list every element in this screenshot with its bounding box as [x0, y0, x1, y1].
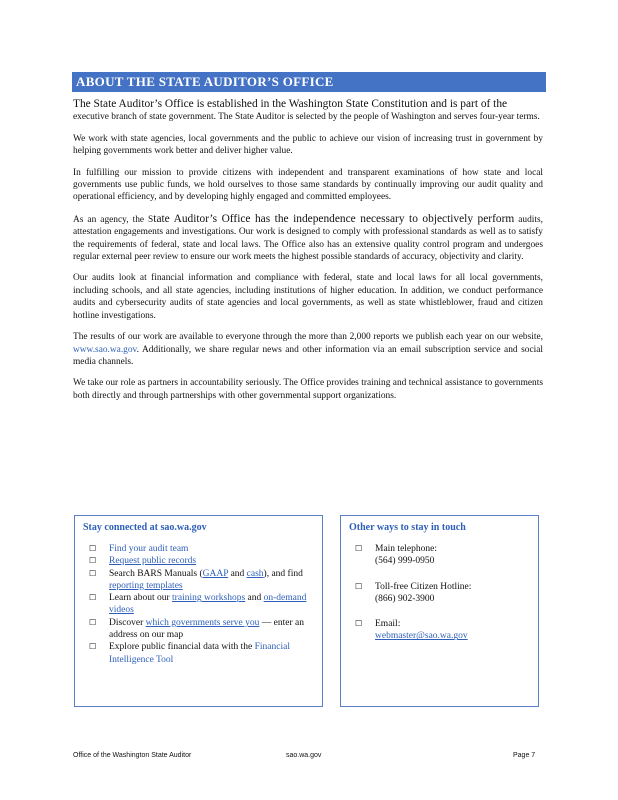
list-item — [89, 568, 316, 593]
checkbox-bullet-icon: ☐ — [89, 568, 97, 578]
item-text: Search BARS Manuals ( — [109, 568, 203, 579]
on-demand-videos-link[interactable]: on-demand videos — [109, 593, 307, 616]
contact-list — [341, 543, 538, 643]
contact-label: Main telephone: — [375, 544, 437, 554]
checkbox-bullet-icon: ☐ — [355, 581, 363, 591]
checkbox-bullet-icon: ☐ — [89, 593, 97, 603]
box-title: Stay connected at sao.wa.gov — [83, 522, 207, 533]
paragraph — [73, 213, 543, 264]
contact-item — [355, 543, 532, 568]
contact-label: Toll-free Citizen Hotline: — [375, 581, 472, 592]
checkbox-bullet-icon: ☐ — [355, 619, 363, 629]
financial-intelligence-tool-link[interactable]: Financial Intelligence Tool — [109, 642, 290, 665]
public-records-link[interactable]: Request public records — [109, 556, 197, 567]
checkbox-bullet-icon: ☐ — [89, 642, 97, 652]
paragraph-text: As an agency, the S — [73, 214, 154, 225]
list-item — [89, 617, 316, 642]
checkbox-bullet-icon: ☐ — [89, 544, 97, 553]
paragraph — [73, 98, 543, 124]
paragraph — [73, 331, 543, 368]
paragraph-text: The results of our work are available to everyone through the more than 2,000 reports we publish each year on our website, — [73, 332, 543, 343]
paragraph: In fulfilling our mission to provide citizens with independent and transparent examinations of how state and local governments use public funds, we hold ourselves to those same standards by continually improving our audit quality and operational efficiency, and by developing highly engaged and committed employees. — [73, 167, 543, 203]
paragraph: We work with state agencies, local governments and the public to achieve our vision of increasing trust in government by helping governments work better and deliver higher value. — [73, 133, 543, 157]
reporting-templates-link[interactable]: reporting templates — [109, 580, 183, 591]
item-text: — enter an address on our map — [109, 617, 304, 641]
list-item — [89, 641, 316, 666]
section-header: ABOUT THE STATE AUDITOR’S OFFICE — [72, 72, 546, 92]
item-text: and — [228, 568, 247, 579]
paragraph: We take our role as partners in accountability seriously. The Office provides training and technical assistance to governments both directly and through partnerships with other governmental support organizations. — [73, 378, 543, 401]
contact-value: (866) 902-3900 — [375, 593, 435, 604]
email-link[interactable]: webmaster@sao.wa.gov — [375, 631, 468, 642]
checkbox-bullet-icon: ☐ — [89, 556, 97, 566]
checkbox-bullet-icon: ☐ — [355, 544, 363, 553]
stay-connected-box — [74, 515, 323, 707]
link-list — [75, 543, 322, 666]
which-governments-link[interactable]: which governments serve you — [145, 617, 260, 628]
item-text: ), and find — [263, 568, 303, 579]
contact-item — [355, 618, 532, 643]
body-text — [73, 98, 543, 411]
contact-item — [355, 581, 532, 606]
paragraph-text: audits, attestation engagements and investigations. Our work is designed to comply with professional standards as well as to satisfy the requirements of federal, state and local laws. The Office also has an extensive quality control program and undergoes regular external peer review to ensure our work meets the highest possible standards of accuracy, objectivity and clarity. — [73, 214, 544, 263]
item-text: Discover — [109, 617, 146, 628]
box-title: Other ways to stay in touch — [349, 522, 466, 533]
checkbox-bullet-icon: ☐ — [89, 617, 97, 627]
item-text: and — [245, 593, 264, 604]
lead-text: tate Auditor’s Office has the independence necessary to objectively perform — [153, 212, 515, 225]
cash-link[interactable]: cash — [246, 568, 264, 579]
item-text: Learn about our — [109, 593, 173, 604]
contact-label: Email: — [375, 619, 401, 630]
footer-site: sao.wa.gov — [286, 752, 322, 759]
item-text: Explore public financial data with the — [109, 642, 255, 653]
list-item — [89, 555, 316, 567]
paragraph: Our audits look at financial information and compliance with federal, state and local laws for all local governments, including schools, and all state agencies, including institutions of higher education. In addition, we conduct performance audits and cybersecurity audits of state agencies and local governments, as well as state whistleblower, fraud and citizen hotline investigations. — [73, 273, 543, 321]
contact-box — [340, 515, 539, 707]
gaap-link[interactable]: GAAP — [202, 568, 229, 579]
website-link[interactable]: www.sao.wa.gov — [73, 344, 137, 355]
contact-value: (564) 999-0950 — [375, 556, 435, 567]
list-item — [89, 592, 316, 617]
training-workshops-link[interactable]: training workshops — [172, 593, 246, 604]
paragraph-text: . Additionally, we share regular news and other information via an email subscription service and social media channels. — [73, 344, 543, 367]
footer-office: Office of the Washington State Auditor — [73, 752, 192, 759]
paragraph-text: executive branch of state government. The State Auditor is selected by the people of Washington and serves four-year terms. — [73, 112, 540, 123]
find-audit-team-link[interactable]: Find your audit team — [109, 544, 189, 554]
footer-page-number: Page 7 — [513, 752, 536, 759]
lead-text: The State Auditor’s Office is established in the Washington State Constitution and is part of the — [73, 98, 508, 110]
list-item — [89, 543, 316, 555]
